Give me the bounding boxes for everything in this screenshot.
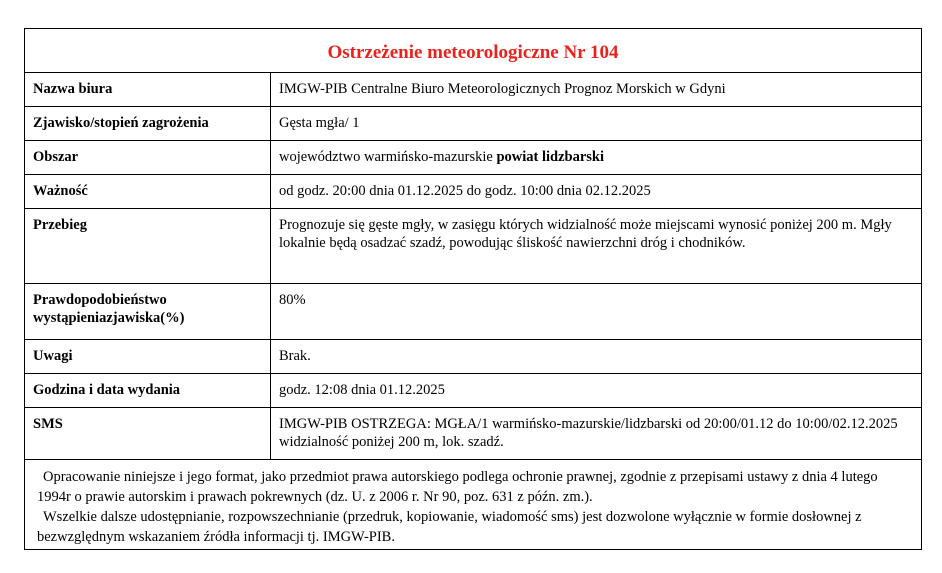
course-value: Prognozuje się gęste mgły, w zasięgu których widzialność może miejscami wynosić poniżej 200 m. Mgły lokalnie będą osadzać szadź, powodując śliskość nawierzchni dróg i chodników. (271, 209, 922, 284)
probability-value: 80% (271, 284, 922, 340)
warning-table (24, 72, 922, 460)
sms-label: SMS (25, 408, 271, 460)
area-label: Obszar (25, 141, 271, 175)
office-value: IMGW-PIB Centralne Biuro Meteorologicznych Prognoz Morskich w Gdyni (271, 73, 922, 107)
table-row-probability (25, 284, 922, 340)
copyright-note (25, 461, 921, 547)
issued-label: Godzina i data wydania (25, 374, 271, 408)
warning-title: Ostrzeżenie meteorologiczne Nr 104 (327, 42, 619, 63)
probability-label: Prawdopodobieństwo wystąpieniazjawiska(%) (25, 284, 271, 340)
table-row-phenomenon (25, 107, 922, 141)
issued-value: godz. 12:08 dnia 01.12.2025 (271, 374, 922, 408)
validity-value: od godz. 20:00 dnia 01.12.2025 do godz. 10:00 dnia 02.12.2025 (271, 175, 922, 209)
sms-value: IMGW-PIB OSTRZEGA: MGŁA/1 warmińsko-mazurskie/lidzbarski od 20:00/01.12 do 10:00/02.12.2025 widzialność poniżej 200 m, lok. szadź. (271, 408, 922, 460)
area-value (271, 141, 922, 175)
table-row-validity (25, 175, 922, 209)
area-voivodeship: województwo warmińsko-mazurskie (279, 149, 497, 165)
office-label: Nazwa biura (25, 73, 271, 107)
table-row-area (25, 141, 922, 175)
phenomenon-label: Zjawisko/stopień zagrożenia (25, 107, 271, 141)
warning-document (24, 28, 922, 550)
table-row-sms (25, 408, 922, 460)
course-label: Przebieg (25, 209, 271, 284)
table-row-issued (25, 374, 922, 408)
table-row-course (25, 209, 922, 284)
table-row-remarks (25, 340, 922, 374)
area-county: powiat lidzbarski (496, 149, 605, 165)
phenomenon-value: Gęsta mgła/ 1 (271, 107, 922, 141)
copyright-paragraph: Opracowanie niniejsze i jego format, jako przedmiot prawa autorskiego podlega ochronie prawnej, zgodnie z przepisami ustawy z dnia 4 lutego 1994r o prawie autorskim i prawach pokrewnych (dz. U. z 2006 r. Nr 90, poz. 631 z późn. zm.). (37, 469, 878, 505)
remarks-value: Brak. (271, 340, 922, 374)
table-row-office (25, 73, 922, 107)
remarks-label: Uwagi (25, 340, 271, 374)
distribution-paragraph: Wszelkie dalsze udostępnianie, rozpowszechnianie (przedruk, kopiowanie, wiadomość sms) jest dozwolone wyłącznie w formie dosłownej z bezwzględnym wskazaniem źródła informacji tj. IMGW-PIB. (37, 509, 862, 545)
validity-label: Ważność (25, 175, 271, 209)
